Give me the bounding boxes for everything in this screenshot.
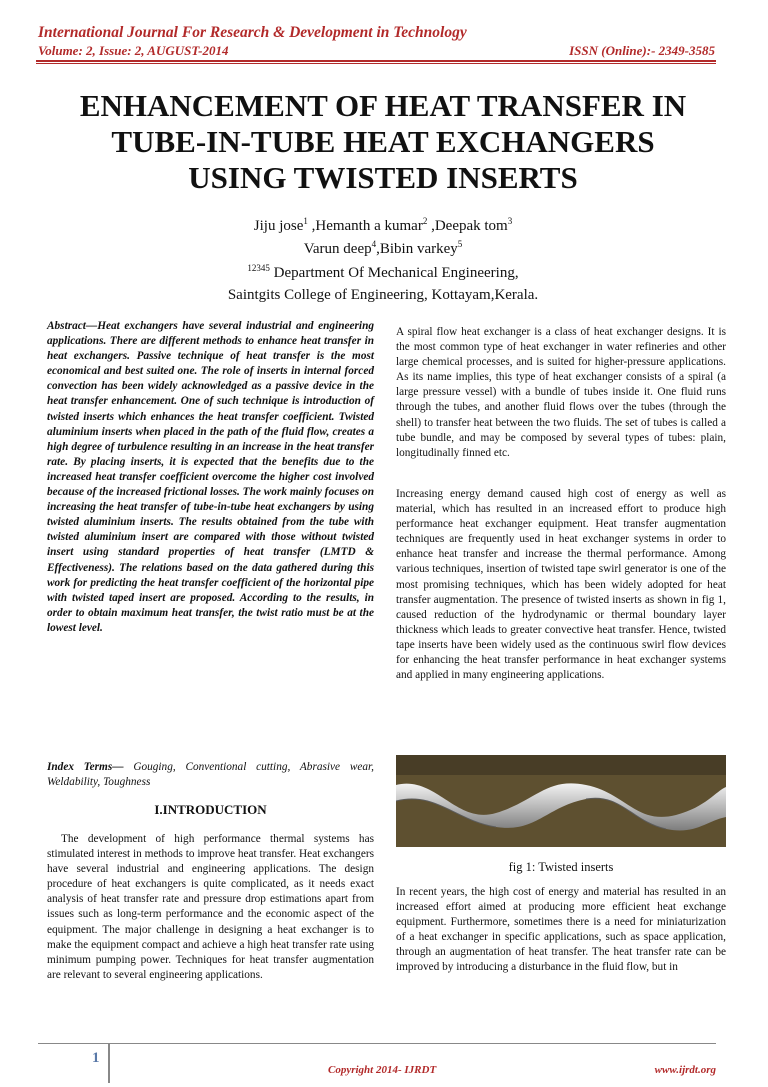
issn: ISSN (Online):- 2349-3585	[569, 43, 715, 58]
author-1-sup: 1	[303, 216, 308, 226]
website-link[interactable]: www.ijrdt.org	[654, 1064, 716, 1076]
index-terms-label: Index Terms—	[47, 761, 124, 773]
right-paragraph-2: Increasing energy demand caused high cost of energy as well as material, which has resulted in an increased effort to produce high performance heat exchanger equipment. Heat transfer augmentation techniques are frequently used in heat exchanger systems in order to enhance heat transfer and increase the thermal performance. Among various techniques, insertion of twisted tape swirl generator is one of the most promising techniques, which has been widely adopted for heat transfer augmentation. The presence of twisted inserts as shown in fig 1, caused reduction of the hydrodynamic or thermal boundary layer thickness which leads to greater convective heat transfer. Hence, twisted tape inserts have been widely used as the continuous swirl flow devices for enhancing the heat transfer performance in heat exchanger systems and applied in many engineering applications.	[396, 488, 726, 682]
volume-issue: Volume: 2, Issue: 2, AUGUST-2014	[38, 43, 229, 58]
journal-name: International Journal For Research & Development in Technology	[38, 24, 467, 41]
author-3: ,Deepak tom	[427, 218, 508, 234]
right-paragraph-1: A spiral flow heat exchanger is a class of heat exchanger designs. It is the most common type of heat exchanger in water refineries and other large chemical processes, and is suited for higher-pressure applications. As its name implies, this type of heat exchanger consists of a spiral (a large pressure vessel) with a bundle of tubes inside it. One fluid runs through the tubes, and another fluid flows over the tubes (through the shell) to transfer heat between the two fluids. The set of tubes is called a tube bundle, and may be composed by several types of tubes: plain, longitudinally finned etc.	[396, 326, 726, 459]
index-terms-text: Gouging, Conventional cutting, Abrasive wear, Weldability, Toughness	[47, 761, 374, 789]
section-heading-introduction: I.INTRODUCTION	[154, 802, 267, 817]
author-line-2	[38, 235, 728, 258]
author-3-sup: 3	[507, 216, 513, 226]
author-5: ,Bibin varkey	[376, 241, 458, 257]
author-2-sup: 2	[422, 216, 428, 226]
title-line-2: TUBE-IN-TUBE HEAT EXCHANGERS	[111, 124, 655, 159]
twisted-insert-figure	[396, 755, 726, 847]
author-block	[38, 212, 728, 304]
author-4: Varun deep	[303, 241, 372, 257]
header-rule-thin	[36, 63, 716, 64]
author-5-sup: 5	[457, 239, 463, 249]
title-line-1: ENHANCEMENT OF HEAT TRANSFER IN	[79, 88, 687, 123]
introduction-text	[47, 832, 374, 983]
department: Department Of Mechanical Engineering,	[269, 265, 519, 281]
abstract: Abstract—Heat exchangers have several industrial and engineering applications. There are different methods to enhance heat transfer in heat exchangers. Passive technique of heat transfer is the most economical and best suited one. The role of inserts in internal forced convection has been widely acknowledged as a passive device in the heat transfer enhancement. One of such technique is introduction of twisted inserts which enhances the heat transfer coefficient. Twisted aluminium inserts when placed in the path of the fluid flow, creates a high degree of turbulence resulting in an increase in the heat transfer rate. By placing inserts, it is expected that the benefits due to the increased heat transfer coefficient overcome the higher cost involved because of the increased frictional losses. The work mainly focuses on increasing the heat transfer of tube-in-tube heat exchangers by using twisted aluminium inserts. The results obtained from the tube with twisted aluminium insert are compared with those without twisted insert using standard properties of heat transfer (LMTD & Effectiveness). The relations based on the data gathered during this work for predicting the heat transfer coefficient of the horizontal pipe with twisted taped insert are proposed. According to the results, in order to obtain maximum heat transfer, the twist ratio must be at the lowest level.	[47, 320, 374, 634]
affiliation-college: Saintgits College of Engineering, Kottayam,Kerala.	[227, 287, 539, 303]
author-line-1	[38, 212, 728, 235]
author-1: Jiju jose	[253, 218, 304, 234]
figure-caption: fig 1: Twisted inserts	[508, 860, 614, 874]
index-terms	[47, 760, 374, 790]
twisted-insert-image	[396, 755, 726, 847]
page-number: 1	[92, 1050, 100, 1066]
right-paragraph-3: In recent years, the high cost of energy and material has resulted in an increased effort aimed at producing more efficient heat exchange equipment. Furthermore, sometimes there is a need for miniaturization of a heat exchanger in specific applications, such as space application, through an augmentation of heat transfer. The heat transfer rate can be improved by introducing a disturbance in the fluid flow, but in	[396, 886, 726, 974]
title-line-3: USING TWISTED INSERTS	[188, 160, 578, 195]
affiliation-dept	[38, 259, 728, 282]
header-rule	[36, 60, 716, 62]
author-4-sup: 4	[371, 239, 377, 249]
author-2: ,Hemanth a kumar	[307, 218, 423, 234]
footer-divider	[108, 1043, 110, 1083]
copyright: Copyright 2014- IJRDT	[328, 1064, 437, 1076]
paper-title	[38, 88, 728, 196]
introduction-paragraph: The development of high performance thermal systems has stimulated interest in methods to improve heat transfer. Heat exchangers have several industrial and engineering applications. The design procedure of heat exchangers is quite complicated, as it needs exact analysis of heat transfer rate and pressure drop estimations apart from issues such as long-term performance and the economic aspect of the equipment. The major challenge in designing a heat exchanger is to make the equipment compact and achieve a high heat transfer rate using minimum pumping power. Techniques for heat transfer augmentation are relevant to several engineering applications.	[47, 833, 374, 981]
affiliation-sup: 12345	[247, 263, 270, 273]
footer-rule	[38, 1043, 716, 1044]
